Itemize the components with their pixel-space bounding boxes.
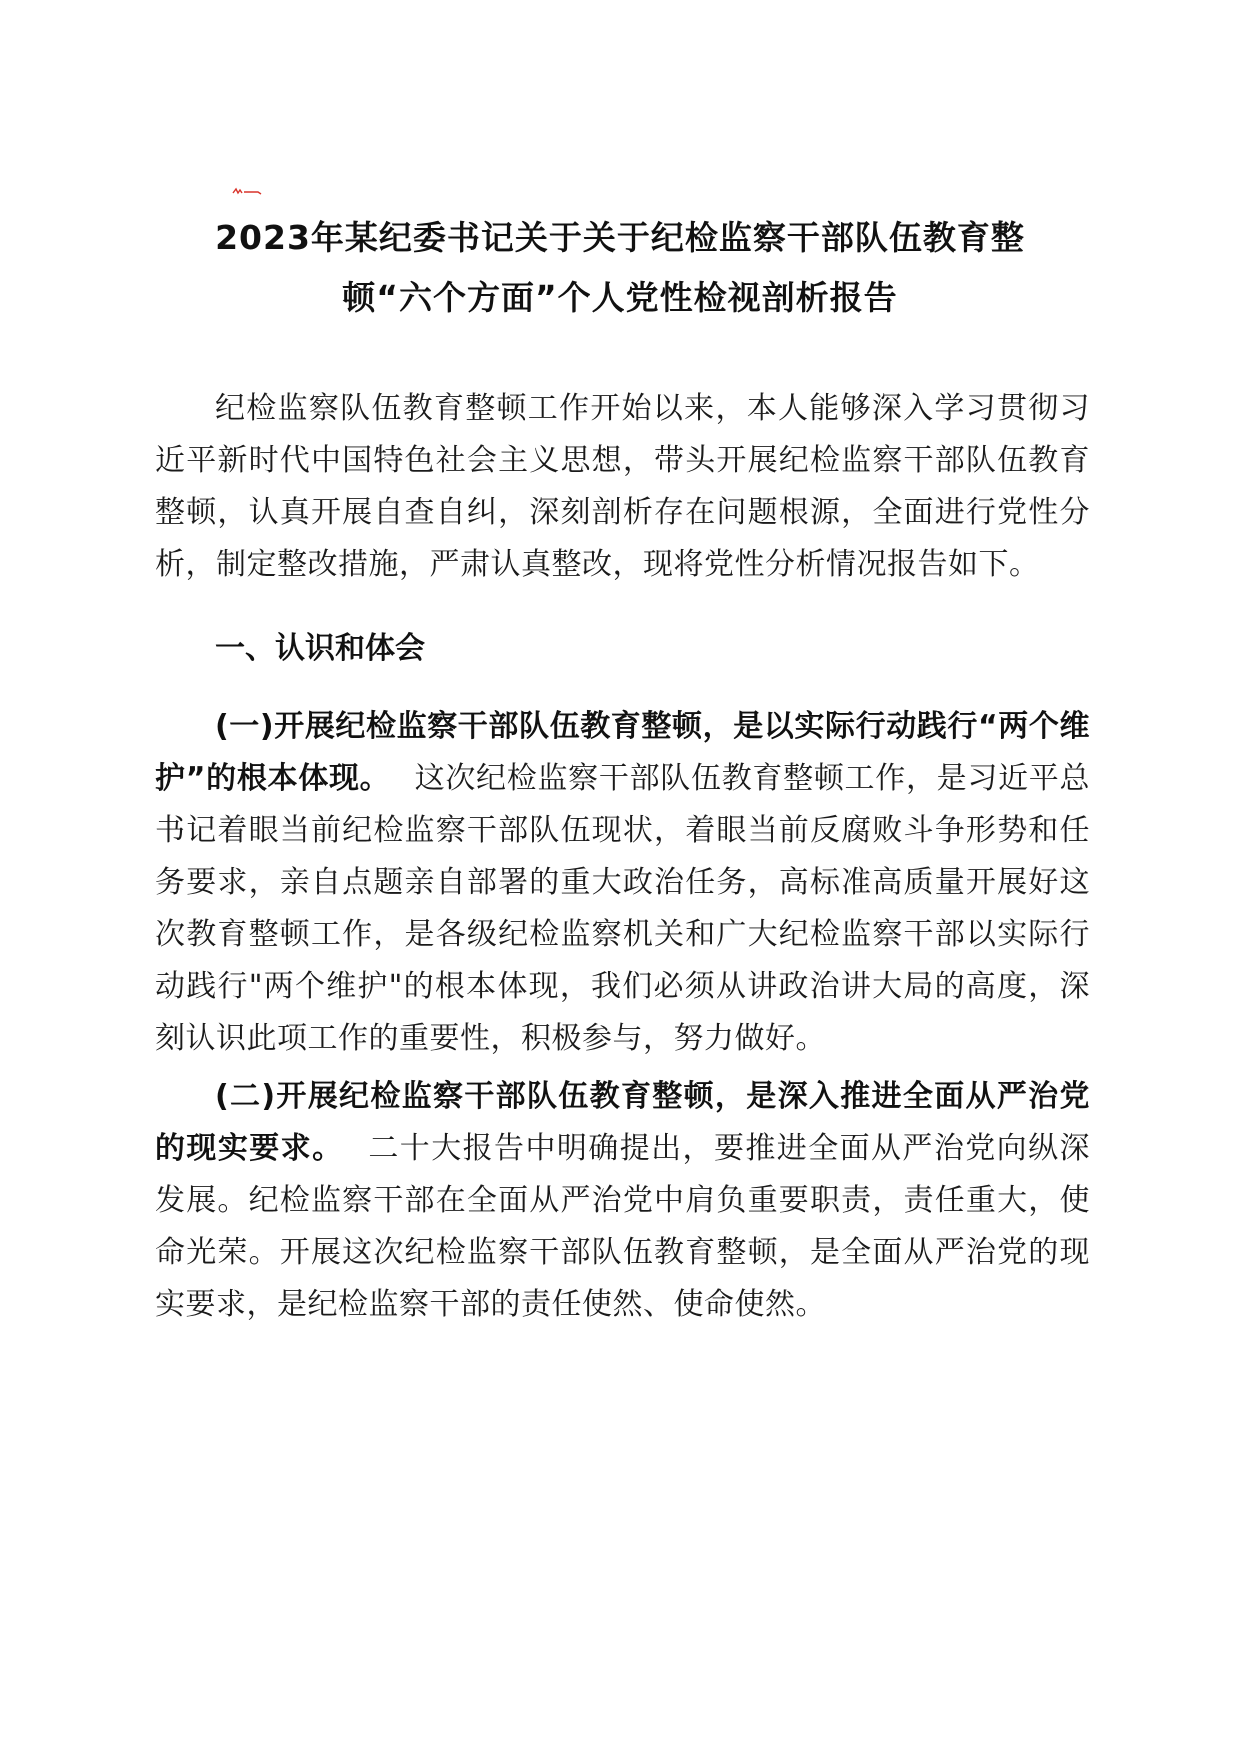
item-paragraph-2	[155, 1071, 1090, 1331]
title-line-2: 顿“六个方面”个人党性检视剖析报告	[342, 278, 898, 317]
intro-paragraph: 纪检监察队伍教育整顿工作开始以来，本人能够深入学习贯彻习近平新时代中国特色社会主义思想，带头开展纪检监察干部队伍教育整顿，认真开展自查自纠，深刻剖析存在问题根源，全面进行党性分析，制定整改措施，严肃认真整改，现将党性分析情况报告如下。	[155, 391, 1090, 582]
item-2-lead: (二)开展纪检监察干部队伍教育整顿，是深入推进全面从严治党的现实要求。	[155, 1079, 1090, 1166]
item-1-lead: (一)开展纪检监察干部队伍教育整顿，是以实际行动践行“两个维护”的根本体现。	[155, 709, 1090, 796]
document-title	[150, 208, 1090, 328]
red-scribble-mark	[232, 186, 262, 196]
section-heading-1: 一、认识和体会	[215, 631, 425, 666]
title-line-1: 2023年某纪委书记关于关于纪检监察干部队伍教育整	[215, 218, 1025, 257]
item-1-body: 这次纪检监察干部队伍教育整顿工作，是习近平总书记着眼当前纪检监察干部队伍现状，着眼当前反腐败斗争形势和任务要求，亲自点题亲自部署的重大政治任务，高标准高质量开展好这次教育整顿工作，是各级纪检监察机关和广大纪检监察干部以实际行动践行"两个维护"的根本体现，我们必须从讲政治讲大局的高度，深刻认识此项工作的重要性，积极参与，努力做好。	[155, 761, 1091, 1056]
item-2-body: 二十大报告中明确提出，要推进全面从严治党向纵深发展。纪检监察干部在全面从严治党中肩负重要职责，责任重大，使命光荣。开展这次纪检监察干部队伍教育整顿，是全面从严治党的现实要求，是纪检监察干部的责任使然、使命使然。	[155, 1131, 1091, 1322]
item-paragraph-1	[155, 701, 1090, 1065]
document-body	[155, 383, 1090, 1337]
